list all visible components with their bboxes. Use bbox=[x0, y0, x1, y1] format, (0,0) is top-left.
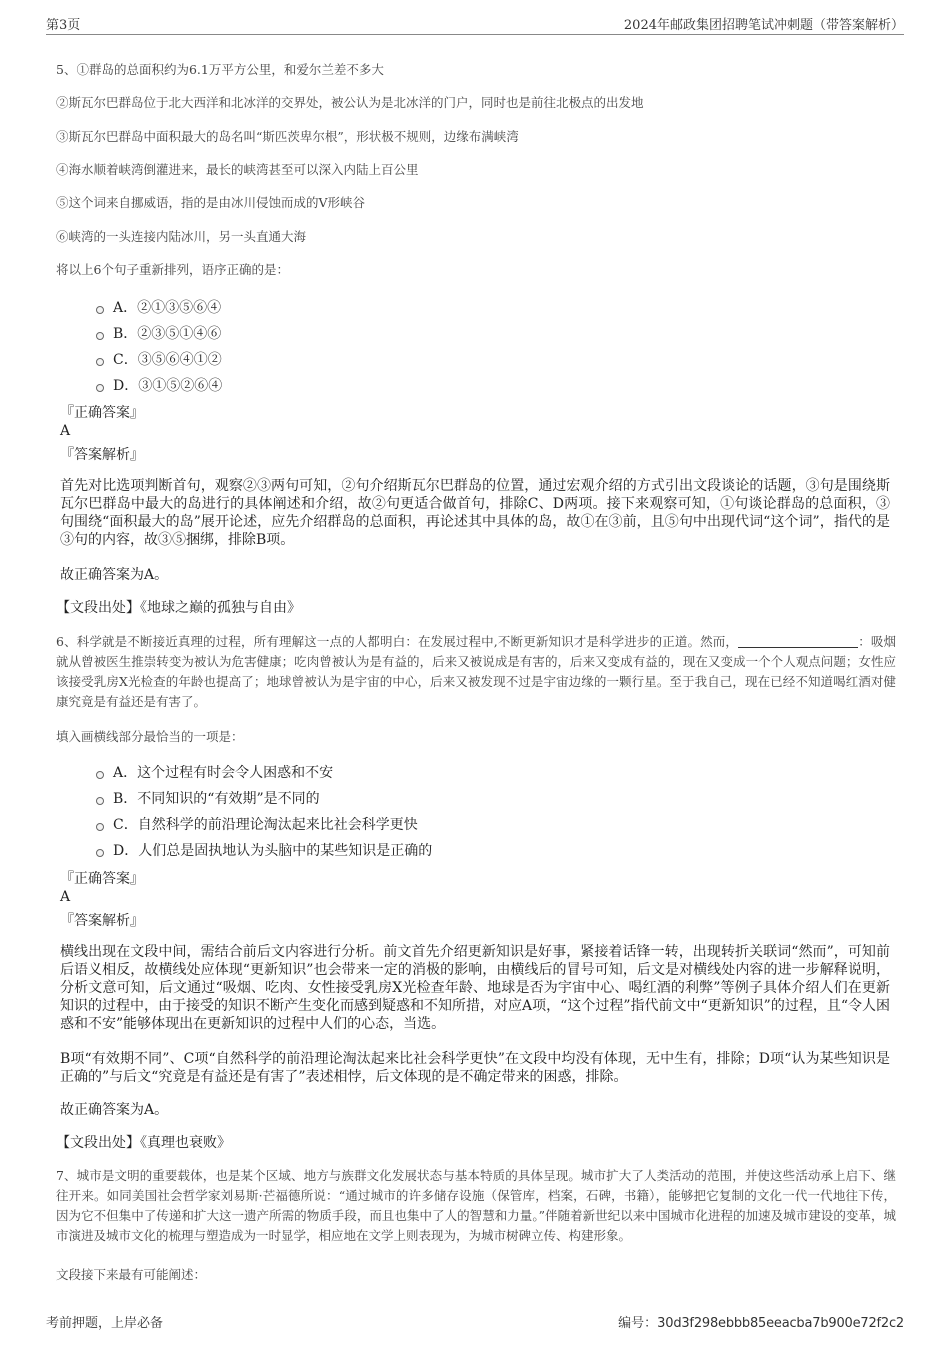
q6-answer: A bbox=[60, 889, 71, 905]
radio-icon[interactable] bbox=[96, 771, 104, 779]
q5-prompt: 将以上6个句子重新排列，语序正确的是： bbox=[56, 262, 289, 277]
q6-analysis-label: 『答案解析』 bbox=[60, 913, 144, 929]
q6-analysis-1: 横线出现在文段中间，需结合前后文内容进行分析。前文首先介绍更新知识是好事，紧接着话锋一转，出现转折关联词“然而”，可知前后语义相反，故横线处应体现“更新知识”也会带来一定的消极的影响，由横线后的冒号可知，后文是对横线处内容的进一步解释说明，分析文意可知，后文通过“吸烟、吃肉、女性接受乳房X光检查年龄、地球是否为宇宙中心、喝红酒的利弊”等例子具体介绍人们在更新知识的过程中，由于接受的知识不断产生变化而感到疑惑和不知所措，对应A项，“这个过程”指代前文中“更新知识”的过程，且“令人困惑和不安”能够体现出在更新知识的过程中人们的心态，当选。 bbox=[60, 944, 890, 1032]
radio-icon[interactable] bbox=[96, 797, 104, 805]
q5-option-d-label: D．③①⑤②⑥④ bbox=[113, 378, 223, 394]
q6-option-b[interactable] bbox=[96, 787, 320, 809]
q6-source: 【文段出处】《真理也衰败》 bbox=[56, 1135, 231, 1151]
q5-sentence-6: ⑥峡湾的一头连接内陆冰川，另一头直通大海 bbox=[56, 229, 307, 244]
q6-stem-after: ：吸烟就从曾被医生推崇转变为被认为危害健康；吃肉曾被认为是有益的，后来又被说成是有害的，后来又变成有益的，现在又变成一个个人观点问题；女性应该接受乳房X光检查的年龄也提高了；地球曾被认为是宇宙的中心，后来又被发现不过是宇宙边缘的一颗行星。至于我自己，现在已经不知道喝红酒对健康究竟是有益还是有害了。 bbox=[56, 634, 896, 709]
q5-option-b-label: B．②③⑤①④⑥ bbox=[113, 326, 222, 342]
q6-stem bbox=[56, 632, 896, 712]
footer-slogan: 考前押题，上岸必备 bbox=[46, 1316, 164, 1331]
radio-icon[interactable] bbox=[96, 306, 104, 314]
q7-prompt: 文段接下来最有可能阐述： bbox=[56, 1267, 207, 1282]
q5-option-b[interactable] bbox=[96, 322, 221, 344]
q6-option-b-label: B．不同知识的“有效期”是不同的 bbox=[113, 791, 320, 807]
q5-conclusion: 故正确答案为A。 bbox=[60, 567, 169, 583]
q6-option-d-label: D．人们总是固执地认为头脑中的某些知识是正确的 bbox=[113, 843, 433, 859]
radio-icon[interactable] bbox=[96, 384, 104, 392]
q6-conclusion: 故正确答案为A。 bbox=[60, 1102, 169, 1118]
radio-icon[interactable] bbox=[96, 358, 104, 366]
q5-option-d[interactable] bbox=[96, 374, 222, 396]
document-code bbox=[618, 1312, 904, 1331]
radio-icon[interactable] bbox=[96, 823, 104, 831]
q5-answer-label: 『正确答案』 bbox=[60, 405, 144, 421]
radio-icon[interactable] bbox=[96, 849, 104, 857]
q5-source: 【文段出处】《地球之巅的孤独与自由》 bbox=[56, 600, 301, 616]
q5-sentence-2: ②斯瓦尔巴群岛位于北大西洋和北冰洋的交界处，被公认为是北冰洋的门户，同时也是前往北极点的出发地 bbox=[56, 95, 644, 110]
page-footer bbox=[46, 1312, 904, 1332]
page-header bbox=[46, 14, 904, 35]
page-number: 第3页 bbox=[46, 18, 81, 33]
q5-option-a[interactable] bbox=[96, 296, 221, 318]
q5-sentence-4: ④海水顺着峡湾倒灌进来，最长的峡湾甚至可以深入内陆上百公里 bbox=[56, 162, 419, 177]
q6-answer-label: 『正确答案』 bbox=[60, 871, 144, 887]
q6-option-d[interactable] bbox=[96, 839, 432, 861]
q5-option-a-label: A．②①③⑤⑥④ bbox=[113, 300, 222, 316]
document-title: 2024年邮政集团招聘笔试冲刺题（带答案解析） bbox=[623, 18, 904, 33]
q6-option-a-label: A．这个过程有时会令人困惑和不安 bbox=[113, 765, 334, 781]
q6-option-c[interactable] bbox=[96, 813, 418, 835]
q6-blank bbox=[738, 633, 858, 648]
q6-stem-before: 6、科学就是不断接近真理的过程，所有理解这一点的人都明白：在发展过程中,不断更新知识才是科学进步的正道。然而， bbox=[56, 634, 739, 649]
q5-sentence-1: 5、①群岛的总面积约为6.1万平方公里，和爱尔兰差不多大 bbox=[56, 62, 384, 77]
q5-sentence-5: ⑤这个词来自挪威语，指的是由冰川侵蚀而成的V形峡谷 bbox=[56, 195, 366, 210]
q5-answer: A bbox=[60, 423, 71, 439]
q6-option-c-label: C．自然科学的前沿理论淘汰起来比社会科学更快 bbox=[113, 817, 418, 833]
document-code-label: 编号： bbox=[618, 1316, 658, 1331]
document-code-value: 30d3f298ebbb85eeacba7b900e72f2c2 bbox=[657, 1316, 904, 1331]
q6-option-a[interactable] bbox=[96, 761, 333, 783]
q5-sentence-3: ③斯瓦尔巴群岛中面积最大的岛名叫“斯匹茨卑尔根”，形状极不规则，边缘布满峡湾 bbox=[56, 129, 519, 144]
q5-option-c-label: C．③⑤⑥④①② bbox=[113, 352, 222, 368]
q6-analysis-2: B项“有效期不同”、C项“自然科学的前沿理论淘汰起来比社会科学更快”在文段中均没有体现，无中生有，排除；D项“认为某些知识是正确的”与后文“究竟是有益还是有害了”表述相悖，后文体现的是不确定带来的困惑，排除。 bbox=[60, 1051, 890, 1085]
q5-option-c[interactable] bbox=[96, 348, 222, 370]
q7-stem: 7、城市是文明的重要载体，也是某个区域、地方与族群文化发展状态与基本特质的具体呈现。城市扩大了人类活动的范围，并使这些活动承上启下、继往开来。如同美国社会哲学家刘易斯·芒福德所说：“通过城市的许多储存设施（保管库，档案，石碑，书籍），能够把它复制的文化一代一代地往下传，因为它不但集中了传递和扩大这一遗产所需的物质手段，而且也集中了人的智慧和力量。”伴随着新世纪以来中国城市化进程的加速及城市建设的变革，城市演进及城市文化的梳理与塑造成为一时显学，相应地在文学上则表现为，为城市树碑立传、构建形象。 bbox=[56, 1168, 896, 1243]
q5-analysis-label: 『答案解析』 bbox=[60, 447, 144, 463]
q5-analysis: 首先对比选项判断首句，观察②③两句可知，②句介绍斯瓦尔巴群岛的位置，通过宏观介绍的方式引出文段谈论的话题，③句是围绕斯瓦尔巴群岛中最大的岛进行的具体阐述和介绍，故②句更适合做首句，排除C、D两项。接下来观察可知，①句谈论群岛的总面积，③句围绕“面积最大的岛”展开论述，应先介绍群岛的总面积，再论述其中具体的岛，故①在③前，且⑤句中出现代词“这个词”，指代的是③句的内容，故③⑤捆绑，排除B项。 bbox=[60, 478, 890, 548]
q6-prompt: 填入画横线部分最恰当的一项是： bbox=[56, 729, 244, 744]
radio-icon[interactable] bbox=[96, 332, 104, 340]
